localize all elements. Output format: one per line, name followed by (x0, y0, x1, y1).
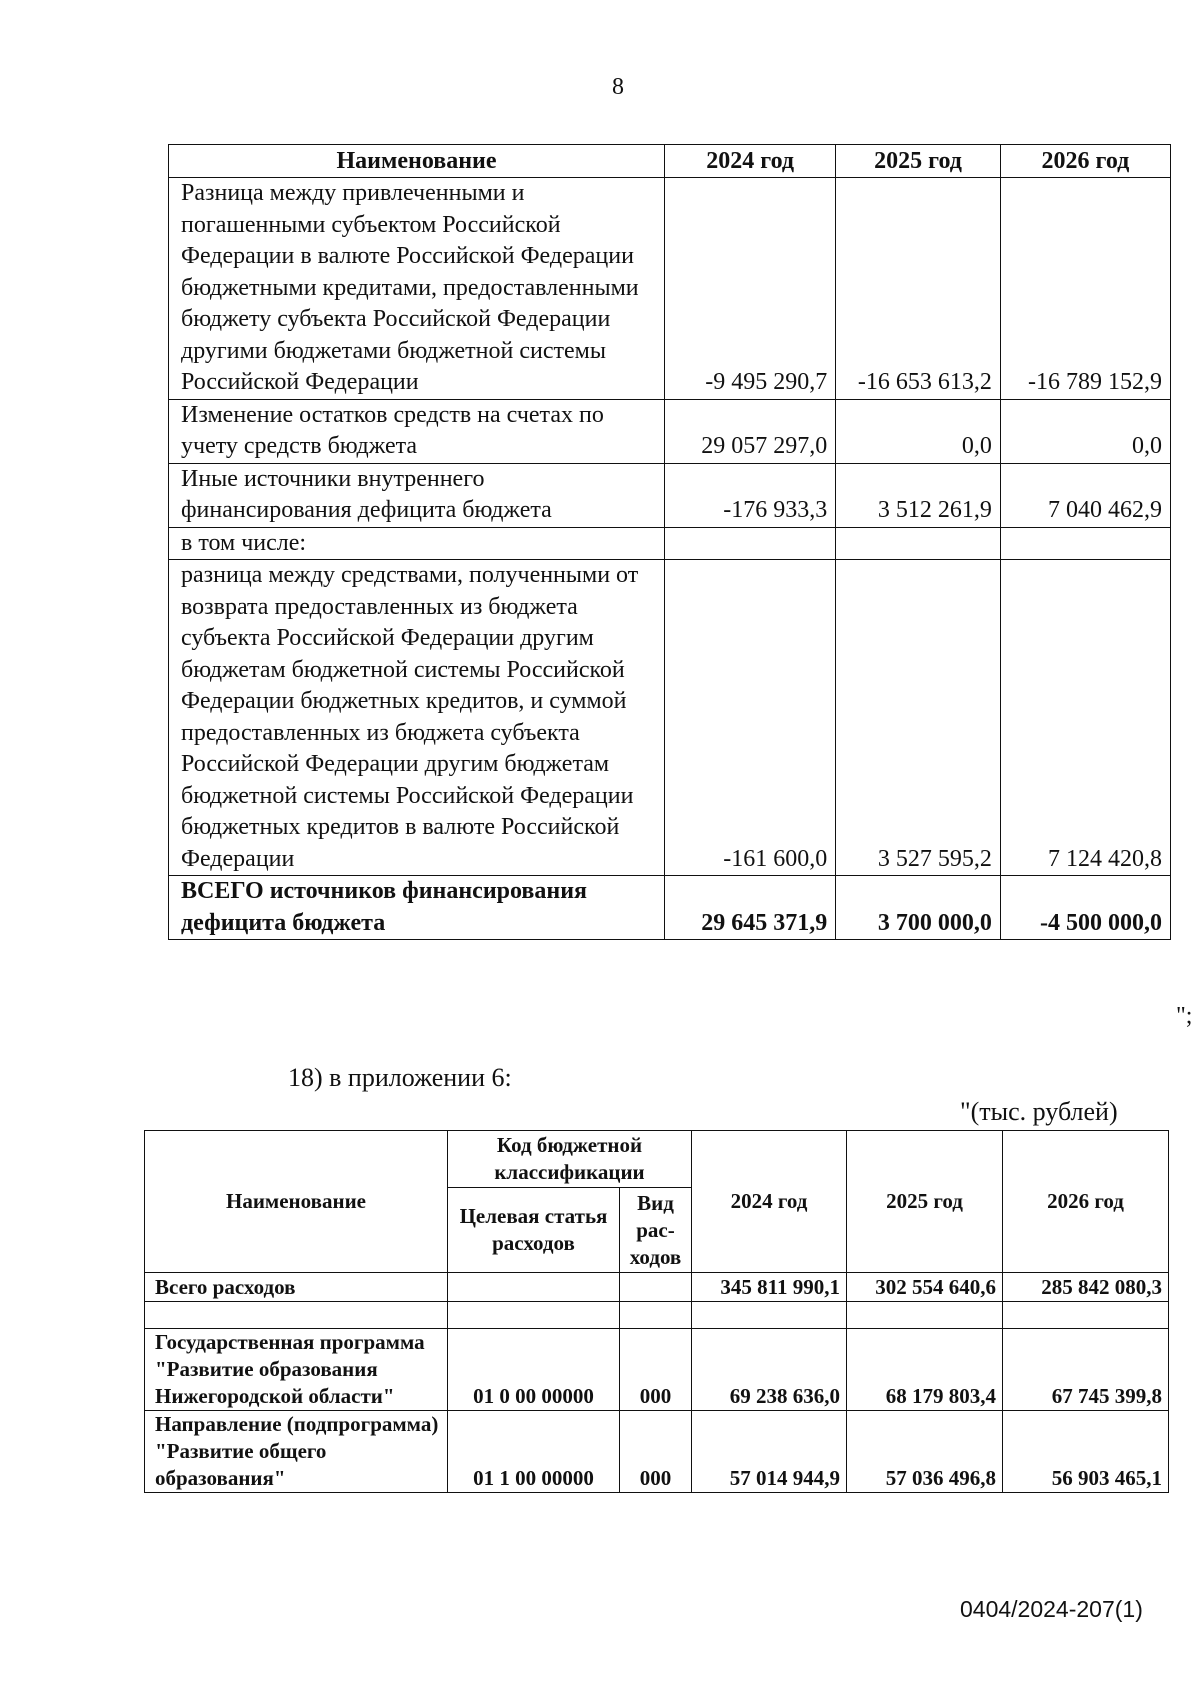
table-row (145, 1329, 1169, 1411)
row-name: Иные источники внутреннего финансирования дефицита бюджета (169, 463, 665, 527)
total-row (169, 876, 1171, 940)
value-2025: 57 036 496,8 (847, 1411, 1003, 1493)
value-2025: -16 653 613,2 (836, 178, 1001, 400)
value-2026: 56 903 465,1 (1003, 1411, 1169, 1493)
value-2024 (692, 1302, 847, 1329)
row-name: разница между средствами, полученными от возврата предоставленных из бюджета субъекта Российской Федерации другим бюджетам бюджетной системы Российской Федерации бюджетных кредитов, и суммой предоставленных из бюджета субъекта Российской Федерации другим бюджетам бюджетной системы Российской Федерации бюджетных кредитов в валюте Российской Федерации (169, 560, 665, 876)
target-code (448, 1302, 620, 1329)
table-header-row (145, 1131, 1169, 1188)
value-2024: 69 238 636,0 (692, 1329, 847, 1411)
value-2024: 29 645 371,9 (665, 876, 836, 940)
value-2026: 67 745 399,8 (1003, 1329, 1169, 1411)
row-name: в том числе: (169, 527, 665, 560)
value-2026 (1003, 1302, 1169, 1329)
col-header-target: Целевая статья расходов (448, 1188, 620, 1273)
col-header-2025: 2025 год (847, 1131, 1003, 1273)
target-code: 01 0 00 00000 (448, 1329, 620, 1411)
value-2024: -176 933,3 (665, 463, 836, 527)
col-header-type: Вид рас-ходов (620, 1188, 692, 1273)
col-header-2026: 2026 год (1000, 145, 1170, 178)
amendment-paragraph: 18) в приложении 6: (288, 1063, 512, 1092)
value-2026: 285 842 080,3 (1003, 1273, 1169, 1302)
document-id: 0404/2024-207(1) (960, 1596, 1143, 1622)
row-name: Всего расходов (145, 1273, 448, 1302)
table-row (169, 178, 1171, 400)
value-2024 (665, 527, 836, 560)
row-name: ВСЕГО источников финансирования дефицита бюджета (169, 876, 665, 940)
col-header-2025: 2025 год (836, 145, 1001, 178)
table-row (145, 1273, 1169, 1302)
value-2025: 3 512 261,9 (836, 463, 1001, 527)
value-2025: 0,0 (836, 399, 1001, 463)
value-2025: 302 554 640,6 (847, 1273, 1003, 1302)
value-2025: 3 527 595,2 (836, 560, 1001, 876)
value-2026: 7 040 462,9 (1000, 463, 1170, 527)
value-2026: 0,0 (1000, 399, 1170, 463)
target-code: 01 1 00 00000 (448, 1411, 620, 1493)
value-2026 (1000, 527, 1170, 560)
col-header-2024: 2024 год (665, 145, 836, 178)
row-name: Государственная программа "Развитие образования Нижегородской области" (145, 1329, 448, 1411)
table-row (169, 527, 1171, 560)
type-code (620, 1302, 692, 1329)
col-header-code-group: Код бюджетной классификации (448, 1131, 692, 1188)
table-header-row (169, 145, 1171, 178)
value-2025 (847, 1302, 1003, 1329)
row-name: Изменение остатков средств на счетах по учету средств бюджета (169, 399, 665, 463)
table-row (145, 1411, 1169, 1493)
type-code: 000 (620, 1329, 692, 1411)
financing-sources-table (168, 144, 1171, 940)
col-header-name: Наименование (169, 145, 665, 178)
table-row (169, 560, 1171, 876)
row-name: Направление (подпрограмма) "Развитие общего образования" (145, 1411, 448, 1493)
type-code: 000 (620, 1411, 692, 1493)
table-row (169, 399, 1171, 463)
value-2025: 3 700 000,0 (836, 876, 1001, 940)
value-2024: 57 014 944,9 (692, 1411, 847, 1493)
closing-quote: "; (1176, 1003, 1193, 1029)
type-code (620, 1273, 692, 1302)
row-name (145, 1302, 448, 1329)
page-number: 8 (612, 74, 624, 100)
value-2024: -9 495 290,7 (665, 178, 836, 400)
row-name: Разница между привлеченными и погашенными субъектом Российской Федерации в валюте Российской Федерации бюджетными кредитами, предоставленными бюджету субъекта Российской Федерации другими бюджетами бюджетной системы Российской Федерации (169, 178, 665, 400)
units-label: "(тыс. рублей) (960, 1097, 1118, 1126)
value-2024: 29 057 297,0 (665, 399, 836, 463)
value-2026: -16 789 152,9 (1000, 178, 1170, 400)
table-row (169, 463, 1171, 527)
value-2026: -4 500 000,0 (1000, 876, 1170, 940)
value-2024: 345 811 990,1 (692, 1273, 847, 1302)
value-2025 (836, 527, 1001, 560)
value-2025: 68 179 803,4 (847, 1329, 1003, 1411)
table-row (145, 1302, 1169, 1329)
expenditure-table (144, 1130, 1169, 1493)
col-header-2024: 2024 год (692, 1131, 847, 1273)
col-header-name: Наименование (145, 1131, 448, 1273)
value-2026: 7 124 420,8 (1000, 560, 1170, 876)
target-code (448, 1273, 620, 1302)
value-2024: -161 600,0 (665, 560, 836, 876)
col-header-2026: 2026 год (1003, 1131, 1169, 1273)
